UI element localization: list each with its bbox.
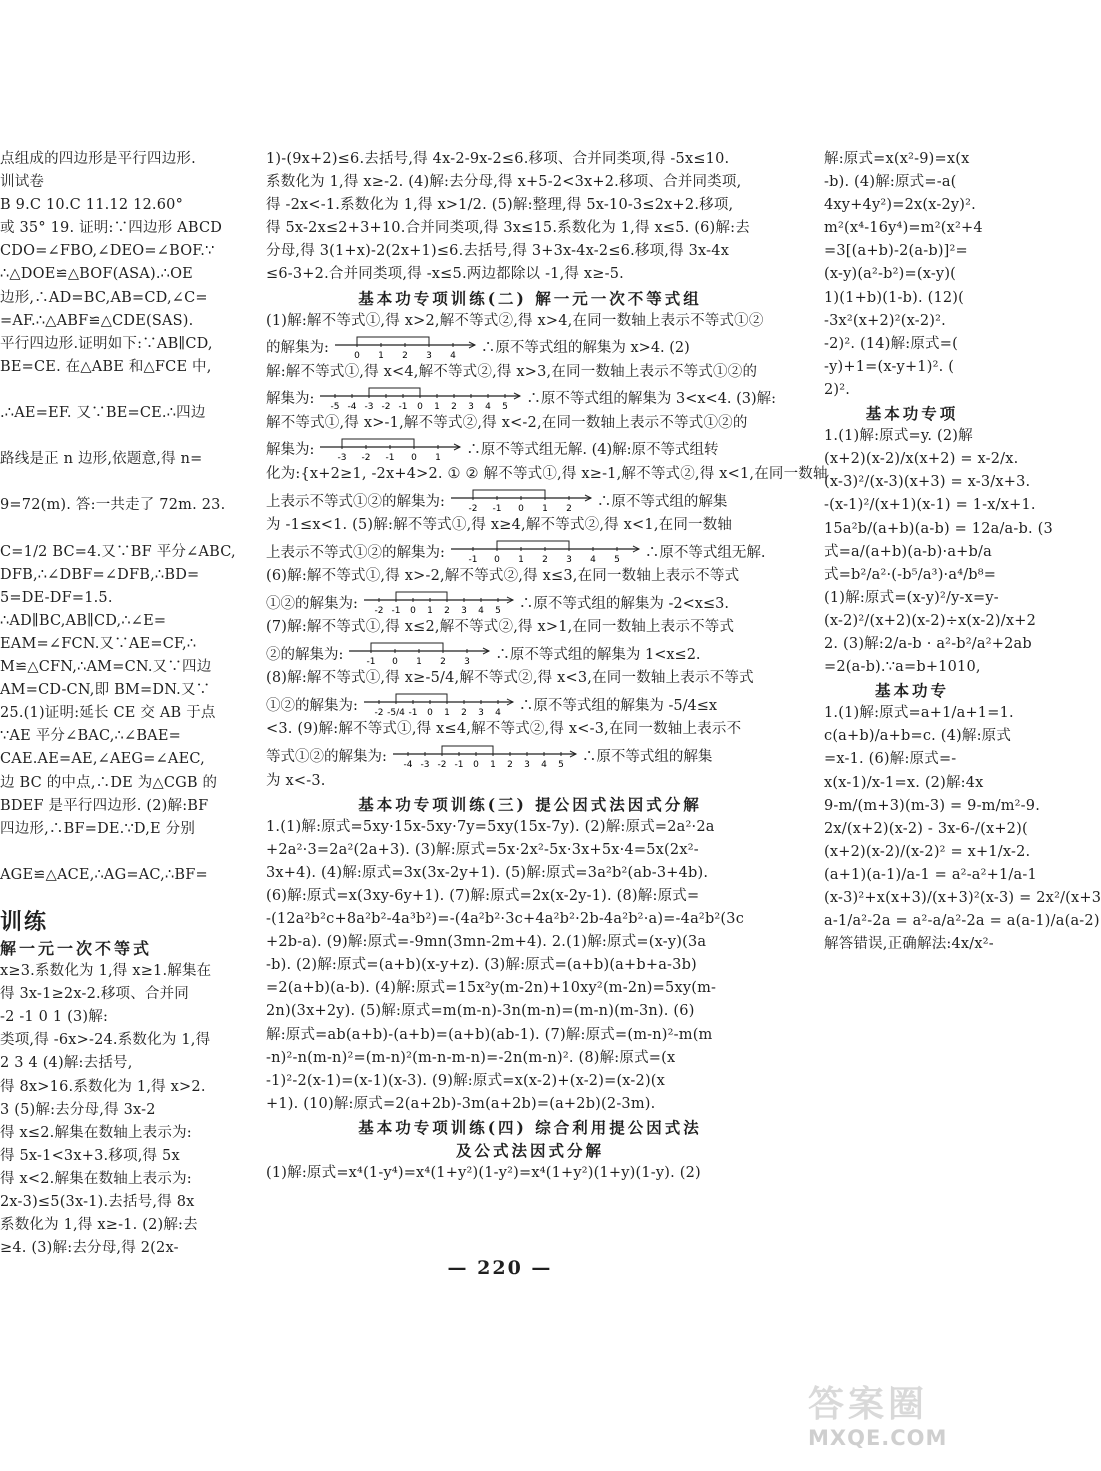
text-line-with-number-line (266, 333, 794, 361)
text-line: CDO=∠FBO,∠DEO=∠BOF.∵ (0, 243, 215, 260)
text-line: <3. (9)解:解不等式①,得 x≤4,解不等式②,得 x<-3,在同一数轴上表示不 (266, 721, 742, 738)
text-line: 系数化为 1,得 x≥-1. (2)解:去 (0, 1217, 198, 1234)
text-line: 类项,得 -6x>-24.系数化为 1,得 (0, 1032, 211, 1049)
number-line-tick-label: -1 (492, 504, 502, 515)
text-line: 四边形,∴BF=DE.∵D,E 分别 (0, 820, 196, 837)
text-line: ∵AE 平分∠BAC,∴∠BAE= (0, 728, 181, 745)
number-line-diagram (333, 334, 477, 360)
number-line-tick-label: 2 (542, 555, 548, 566)
text-line-suffix: ∴原不等式组的解集为 1<x≤2. (495, 646, 701, 663)
number-line-tick-label: 4 (590, 555, 596, 566)
text-line: 为 x<-3. (266, 772, 326, 789)
text-line: a-1/a²-2a = a²-a/a²-2a = a(a-1)/a(a-2) (824, 913, 1100, 930)
text-line-suffix: ∴原不等式组的解集为 -2<x≤3. (518, 595, 729, 612)
number-line-tick-label: -2 (437, 759, 447, 770)
section-heading: 训练 (0, 909, 49, 935)
number-line-diagram (391, 743, 578, 769)
text-line: (1)解:解不等式①,得 x>2,解不等式②,得 x>4,在同一数轴上表示不等式①② (266, 312, 764, 329)
text-line: 2x/(x+2)(x-2) - 3x-6-/(x+2)( (824, 820, 1028, 837)
text-line (0, 379, 232, 402)
text-line: c(a+b)/a+b=c. (4)解:原式 (824, 728, 1012, 745)
number-line (391, 743, 578, 769)
text-line: ∴AD∥BC,AB∥CD,∴∠E= (0, 612, 167, 629)
text-line: m²(x⁴-16y⁴)=m²(x²+4 (824, 220, 983, 237)
left-column (0, 148, 236, 1260)
text-line: -2)². (14)解:原式=( (824, 335, 958, 352)
number-line-tick-label: -1 (398, 401, 408, 412)
text-line: 点组成的四边形是平行四边形. (0, 151, 196, 167)
text-line (0, 518, 232, 541)
solution-bracket (442, 746, 493, 754)
text-line: 3 (5)解:去分母,得 3x-2 (0, 1101, 156, 1118)
text-line: AM=CD-CN,即 BM=DN.又∵ (0, 682, 211, 699)
text-line-suffix: ∴原不等式组的解集为 x>4. (2) (480, 340, 690, 357)
text-line: 分母,得 3(1+x)-2(2x+1)≤6.去括号,得 3+3x-4x-2≤6.移项,得 3x-4x (266, 243, 730, 260)
text-line: -n)²-n(m-n)²=(m-n)²(m-n-m-n)=-2n(m-n)². (8)解:原式=(x (266, 1049, 676, 1066)
text-line: 9=72(m). 答:一共走了 72m. 23. (0, 497, 226, 514)
text-line: -b). (4)解:原式=-a( (824, 174, 957, 191)
text-line: 5=DE-DF=1.5. (0, 589, 113, 606)
number-line-tick-label: 1 (378, 350, 384, 361)
text-line: 25.(1)证明:延长 CE 交 AB 于点 (0, 705, 216, 722)
watermark-logo (808, 1384, 994, 1464)
text-line: 式=a/(a+b)(a-b)·a+b/a (824, 543, 992, 560)
text-line: 4xy+4y²)=2x(x-2y)². (824, 197, 976, 214)
number-line-tick-label: 2 (507, 759, 513, 770)
text-line: 或 35° 19. 证明:∵四边形 ABCD (0, 220, 223, 237)
text-line: DFB,∴∠DBF=∠DFB,∴BD= (0, 566, 200, 583)
text-line: 解答错误,正确解法:4x/x²- (824, 936, 994, 953)
text-line: 边形,∴AD=BC,AB=CD,∠C= (0, 289, 208, 306)
text-line: 得 3x-1≥2x-2.移项、合并同 (0, 986, 190, 1003)
number-line-tick-label: -1 (454, 759, 464, 770)
text-line-prefix: ①②的解集为: (266, 595, 358, 612)
number-line-tick-label: 3 (478, 708, 484, 719)
text-line (0, 425, 232, 448)
solution-bracket (497, 541, 569, 549)
text-line: -1)²-2(x-1)=(x-1)(x-3). (9)解:原式=x(x-2)+(x-2)=(x-2)(x (266, 1072, 666, 1089)
text-line-with-number-line (266, 435, 794, 463)
text-line: x(x-1)/x-1=x. (2)解:4x (824, 774, 984, 791)
number-line-tick-label: 0 (518, 504, 524, 515)
number-line-tick-label: -4 (403, 759, 413, 770)
number-line-tick-label: 0 (392, 657, 399, 668)
text-line: =2(a+b)(a-b). (4)解:原式=15x²y(m-2n)+10xy²(m-2n)=5xy(m- (266, 980, 717, 997)
text-line-with-number-line (266, 690, 794, 718)
number-line-tick-label: -1 (468, 555, 478, 566)
text-line: 式=b²/a²·(-b⁵/a³)·a⁴/b⁸= (824, 566, 997, 583)
middle-column (266, 148, 828, 1185)
number-line-tick-label: -1 (366, 657, 376, 668)
text-line: (a+1)(a-1)/a-1 = a²-a²+1/a-1 (824, 866, 1037, 883)
number-line-diagram (449, 538, 641, 564)
number-line-tick-label: 2 (451, 401, 458, 412)
number-line-tick-label: 4 (450, 350, 456, 361)
number-line-tick-label: 3 (464, 657, 471, 668)
text-line: 平行四边形.证明如下:∵AB∥CD, (0, 335, 213, 352)
number-line (449, 538, 641, 564)
number-line-tick-label: -2 (374, 708, 384, 719)
text-line: ∴△DOE≌△BOF(ASA).∴OE (0, 266, 193, 283)
text-line: 9-m/(m+3)(m-3) = 9-m/m²-9. (824, 797, 1041, 814)
number-line-tick-label: 1 (427, 606, 433, 617)
text-line-suffix: ∴原不等式组的解集 (596, 493, 728, 510)
number-line-tick-label: -3 (364, 401, 374, 412)
text-line-prefix: 解集为: (266, 442, 315, 459)
text-line-with-number-line (266, 588, 794, 616)
page-number: — 220 — (447, 1257, 553, 1279)
text-line: 化为:{x+2≥1, -2x+4>2. ① ② 解不等式①,得 x≥-1,解不等式②,得 x<1,在同一数轴 (266, 465, 828, 482)
solution-bracket (342, 439, 414, 447)
section-heading: 及公式法因式分解 (455, 1141, 604, 1160)
number-line (347, 640, 491, 666)
text-line: +2b-a). (9)解:原式=-9mn(3mn-2m+4). 2.(1)解:原式=(x-y)(3a (266, 934, 707, 951)
text-line: 2x-3)≤5(3x-1).去括号,得 8x (0, 1194, 195, 1211)
text-line: 1.(1)解:原式=5xy·15x-5xy·7y=5xy(15x-7y). (2)解:原式=2a²·2a (266, 818, 715, 835)
number-line-tick-label: 5 (495, 606, 501, 617)
text-line (0, 841, 232, 864)
text-line: CAE.AE=AE,∠AEG=∠AEC, (0, 751, 205, 768)
text-line: 得 x<2.解集在数轴上表示为: (0, 1170, 192, 1187)
section-heading: 基本功专项训练(四) 综合利用提公因式法 (358, 1117, 702, 1137)
text-line: x≥3.系数化为 1,得 x≥1.解集在 (0, 963, 212, 980)
text-line-prefix: 上表示不等式①②的解集为: (266, 493, 445, 510)
text-line-suffix: ∴原不等式组的解集为 -5/4≤x (518, 697, 718, 714)
number-line (318, 436, 462, 462)
number-line-diagram (449, 487, 593, 513)
text-line: 2)². (824, 381, 851, 398)
text-line: +1). (10)解:原式=2(a+2b)-3m(a+2b)=(a+2b)(2-3m). (266, 1095, 656, 1112)
number-line-tick-label: 3 (524, 759, 530, 770)
number-line-tick-label: 1 (434, 401, 441, 412)
text-line: M≌△CFN,∴AM=CN.又∵四边 (0, 659, 212, 676)
number-line-tick-label: 0 (354, 350, 360, 361)
text-line: 得 5x-2x≤2+3+10.合并同类项,得 3x≤15.系数化为 1,得 x≤5. (6)解:去 (266, 220, 750, 237)
section-heading: 基本功专项 (865, 404, 959, 424)
number-line-diagram (362, 691, 515, 717)
text-line: =2(a-b).∵a=b+1010, (824, 659, 981, 676)
solution-bracket (396, 592, 447, 600)
number-line-tick-label: 0 (411, 452, 418, 463)
number-line-tick-label: 1 (490, 759, 496, 770)
number-line-tick-label: -5 (330, 401, 340, 412)
text-line-suffix: ∴原不等式组无解. (4)解:原不等式组转 (466, 442, 719, 459)
text-line: .∴AE=EF. 又∵BE=CE.∴四边 (0, 405, 206, 422)
number-line (333, 334, 477, 360)
number-line-tick-label: 3 (566, 555, 572, 566)
number-line-tick-label: -5/4 (387, 708, 405, 719)
text-line: (7)解:解不等式①,得 x≤2,解不等式②,得 x>1,在同一数轴上表示不等式 (266, 619, 735, 636)
text-line: =x-1. (6)解:原式=- (824, 751, 957, 768)
text-line: (x-3)²/(x-3)(x+3) = x-3/x+3. (824, 474, 1031, 491)
text-line: 1.(1)解:原式=y. (2)解 (824, 428, 973, 445)
number-line-tick-label: 0 (473, 759, 479, 770)
number-line-tick-label: 1 (416, 657, 423, 668)
number-line-tick-label: 4 (495, 708, 501, 719)
section-heading: 基本功专 (874, 681, 949, 701)
text-line-prefix: 解集为: (266, 391, 315, 408)
number-line-diagram (347, 640, 491, 666)
number-line-tick-label: -3 (420, 759, 430, 770)
text-line: 1)(1+b)(1-b). (12)( (824, 289, 965, 306)
text-line: 得 8x>16.系数化为 1,得 x>2. (0, 1078, 206, 1095)
text-line: -y)+1=(x-y+1)². ( (824, 358, 955, 375)
text-line: (x+2)(x-2)/x(x+2) = x-2/x. (824, 451, 1019, 468)
number-line-tick-label: 3 (461, 606, 467, 617)
text-line: (1)解:原式=x⁴(1-y⁴)=x⁴(1+y²)(1-y²)=x⁴(1+y²)(1+y)(1-y). (2) (266, 1165, 701, 1182)
text-line-suffix: ∴原不等式组的解集为 3<x<4. (3)解: (526, 391, 777, 408)
text-line: 解:原式=x(x²-9)=x(x (824, 151, 970, 167)
number-line-tick-label: -1 (408, 708, 418, 719)
watermark-url: MXQE.COM (808, 1426, 948, 1450)
text-line: ≥4. (3)解:去分母,得 2(2x- (0, 1240, 179, 1257)
number-line (318, 385, 522, 411)
text-line: 2n)(3x+2y). (5)解:原式=m(m-n)-3n(m-n)=(m-n)(m-3n). (6) (266, 1003, 695, 1020)
number-line-tick-label: 2 (566, 504, 572, 515)
solution-bracket (371, 643, 443, 651)
text-line-with-number-line (266, 384, 794, 412)
section-heading: 解一元一次不等式 (0, 939, 153, 958)
text-line: 2. (3)解:2/a-b · a²-b²/a²+2ab (824, 635, 1032, 652)
text-line: 2 3 4 (4)解:去括号, (0, 1055, 133, 1072)
text-line: (6)解:原式=x(3xy-6y+1). (7)解:原式=2x(x-2y-1). (8)解:原式= (266, 887, 700, 904)
text-line: 得 5x-1<3x+3.移项,得 5x (0, 1147, 180, 1164)
number-line-tick-label: -1 (391, 606, 401, 617)
text-line: 得 -2x<-1.系数化为 1,得 x>1/2. (5)解:整理,得 5x-10-3≤2x+2.移项, (266, 197, 734, 214)
text-line: -(x-1)²/(x+1)(x-1) = 1-x/x+1. (824, 497, 1036, 514)
text-line: 边 BC 的中点,∴DE 为△CGB 的 (0, 774, 218, 791)
text-line: (x-2)²/(x+2)(x-2)÷x(x-2)/x+2 (824, 612, 1037, 629)
number-line-tick-label: -2 (374, 606, 384, 617)
number-line-tick-label: 2 (402, 350, 408, 361)
text-line: BDEF 是平行四边形. (2)解:BF (0, 797, 209, 814)
text-line: 解不等式①,得 x>-1,解不等式②,得 x<-2,在同一数轴上表示不等式①②的 (266, 414, 748, 431)
text-line: 训试卷 (0, 174, 45, 191)
text-line: ≤6-3+2.合并同类项,得 -x≤5.两边都除以 -1,得 x≥-5. (266, 266, 624, 283)
text-line: BE=CE. 在△ABE 和△FCE 中, (0, 358, 212, 375)
watermark-logo-text: 答案圈 (808, 1384, 929, 1425)
text-line-with-number-line (266, 537, 794, 565)
text-line: -(12a²b²c+8a²b²-4a³b²)=-(4a²b²·3c+4a²b²·2b-4a²b²·a)=-4a²b²(3c (266, 911, 745, 928)
text-line-prefix: 上表示不等式①②的解集为: (266, 544, 445, 561)
text-line: (x+2)(x-2)/(x-2)² = x+1/x-2. (824, 843, 1031, 860)
text-line: 路线是正 n 边形,依题意,得 n= (0, 451, 203, 468)
number-line-tick-label: -1 (385, 452, 395, 463)
text-line-with-number-line (266, 639, 794, 667)
solution-bracket (357, 337, 429, 345)
number-line-tick-label: 2 (444, 606, 450, 617)
text-line: (x-y)(a²-b²)=(x-y)( (824, 266, 957, 283)
text-line: B 9.C 10.C 11.12 12.60° (0, 197, 184, 214)
number-line-tick-label: 0 (494, 555, 500, 566)
text-line: (x-3)²+x(x+3)/(x+3)²(x-3) = 2x²/(x+3 (824, 890, 1101, 906)
text-line: +2a²·3=2a²(2a+3). (3)解:原式=5x·2x²-5x·3x+5x·4=5x(2x²- (266, 841, 699, 858)
text-line-with-number-line (266, 486, 794, 514)
text-line: (6)解:解不等式①,得 x>-2,解不等式②,得 x≤3,在同一数轴上表示不等式 (266, 568, 740, 585)
section-heading: 基本功专项训练(三) 提公因式法因式分解 (358, 794, 702, 814)
text-line (0, 471, 232, 494)
number-line-tick-label: -2 (468, 504, 478, 515)
number-line-tick-label: 2 (440, 657, 447, 668)
number-line-tick-label: 4 (485, 401, 492, 412)
text-line: C=1/2 BC=4.又∵BF 平分∠ABC, (0, 543, 236, 560)
number-line-tick-label: 4 (478, 606, 484, 617)
text-line-prefix: ②的解集为: (266, 646, 344, 663)
text-line: 3x+4). (4)解:原式=3x(3x-2y+1). (5)解:原式=3a²b²(ab-3+4b). (266, 864, 709, 881)
number-line-tick-label: 4 (541, 759, 547, 770)
text-line-prefix: 等式①②的解集为: (266, 749, 387, 765)
number-line-tick-label: 0 (427, 708, 433, 719)
text-line: 得 x≤2.解集在数轴上表示为: (0, 1124, 192, 1141)
text-line: 系数化为 1,得 x≥-2. (4)解:去分母,得 x+5-2<3x+2.移项、合并同类项, (266, 174, 742, 191)
number-line-tick-label: 3 (468, 401, 475, 412)
number-line-tick-label: 0 (410, 606, 416, 617)
number-line-diagram (318, 385, 522, 411)
solution-bracket (473, 490, 545, 498)
text-line: 为 -1≤x<1. (5)解:解不等式①,得 x≥4,解不等式②,得 x<1,在同一数轴 (266, 517, 733, 534)
number-line-tick-label: 1 (435, 452, 442, 463)
text-line: -3x²(x+2)²(x-2)². (824, 312, 946, 329)
number-line-tick-label: 1 (444, 708, 450, 719)
text-line-prefix: 的解集为: (266, 340, 329, 357)
number-line-tick-label: 1 (518, 555, 524, 566)
number-line-tick-label: 2 (461, 708, 467, 719)
text-line: 1.(1)解:原式=a+1/a+1=1. (824, 705, 1014, 722)
number-line (449, 487, 593, 513)
number-line-tick-label: -3 (337, 452, 347, 463)
text-line: (1)解:原式=(x-y)²/y-x=y- (824, 589, 999, 606)
right-column (824, 148, 1101, 956)
number-line-tick-label: 0 (417, 401, 424, 412)
number-line-tick-label: -2 (381, 401, 391, 412)
solution-bracket (369, 388, 420, 396)
number-line-tick-label: -2 (361, 452, 371, 463)
text-line: EAM=∠FCN.又∵AE=CF,∴ (0, 635, 197, 652)
text-line: (8)解:解不等式①,得 x≥-5/4,解不等式②,得 x<3,在同一数轴上表示不等式 (266, 670, 754, 687)
text-line: -b). (2)解:原式=(a+b)(x-y+z). (3)解:原式=(a+b)(a+b+a-3b) (266, 957, 697, 974)
number-line-tick-label: -4 (347, 401, 357, 412)
text-line-prefix: ①②的解集为: (266, 697, 358, 714)
number-line-tick-label: 5 (502, 401, 509, 412)
section-heading: 基本功专项训练(二) 解一元一次不等式组 (358, 288, 702, 308)
text-line-suffix: ∴原不等式组的解集 (581, 749, 713, 765)
solution-bracket (396, 694, 447, 702)
number-line-tick-label: 5 (614, 555, 620, 566)
text-line: 1)-(9x+2)≤6.去括号,得 4x-2-9x-2≤6.移项、合并同类项,得 -5x≤10. (266, 151, 730, 167)
text-line: =3[(a+b)-2(a-b)]²= (824, 243, 968, 260)
number-line-tick-label: 3 (426, 350, 432, 361)
number-line-tick-label: 1 (542, 504, 548, 515)
text-line-with-number-line (266, 742, 794, 770)
text-line: 15a²b/(a+b)(a-b) = 12a/a-b. (3 (824, 520, 1053, 537)
text-line: -2 -1 0 1 (3)解: (0, 1009, 109, 1026)
number-line (362, 589, 515, 615)
text-line: =AF.∴△ABF≌△CDE(SAS). (0, 312, 194, 329)
text-line: 解:解不等式①,得 x<4,解不等式②,得 x>3,在同一数轴上表示不等式①②的 (266, 363, 758, 380)
number-line-tick-label: 5 (558, 759, 564, 770)
text-line: 解:原式=ab(a+b)-(a+b)=(a+b)(ab-1). (7)解:原式=(m-n)²-m(m (266, 1026, 713, 1043)
number-line-diagram (362, 589, 515, 615)
text-line-suffix: ∴原不等式组无解. (644, 544, 766, 561)
text-line: AGE≌△ACE,∴AG=AC,∴BF= (0, 866, 208, 883)
number-line-diagram (318, 436, 462, 462)
number-line (362, 691, 515, 717)
text-line (0, 887, 232, 907)
